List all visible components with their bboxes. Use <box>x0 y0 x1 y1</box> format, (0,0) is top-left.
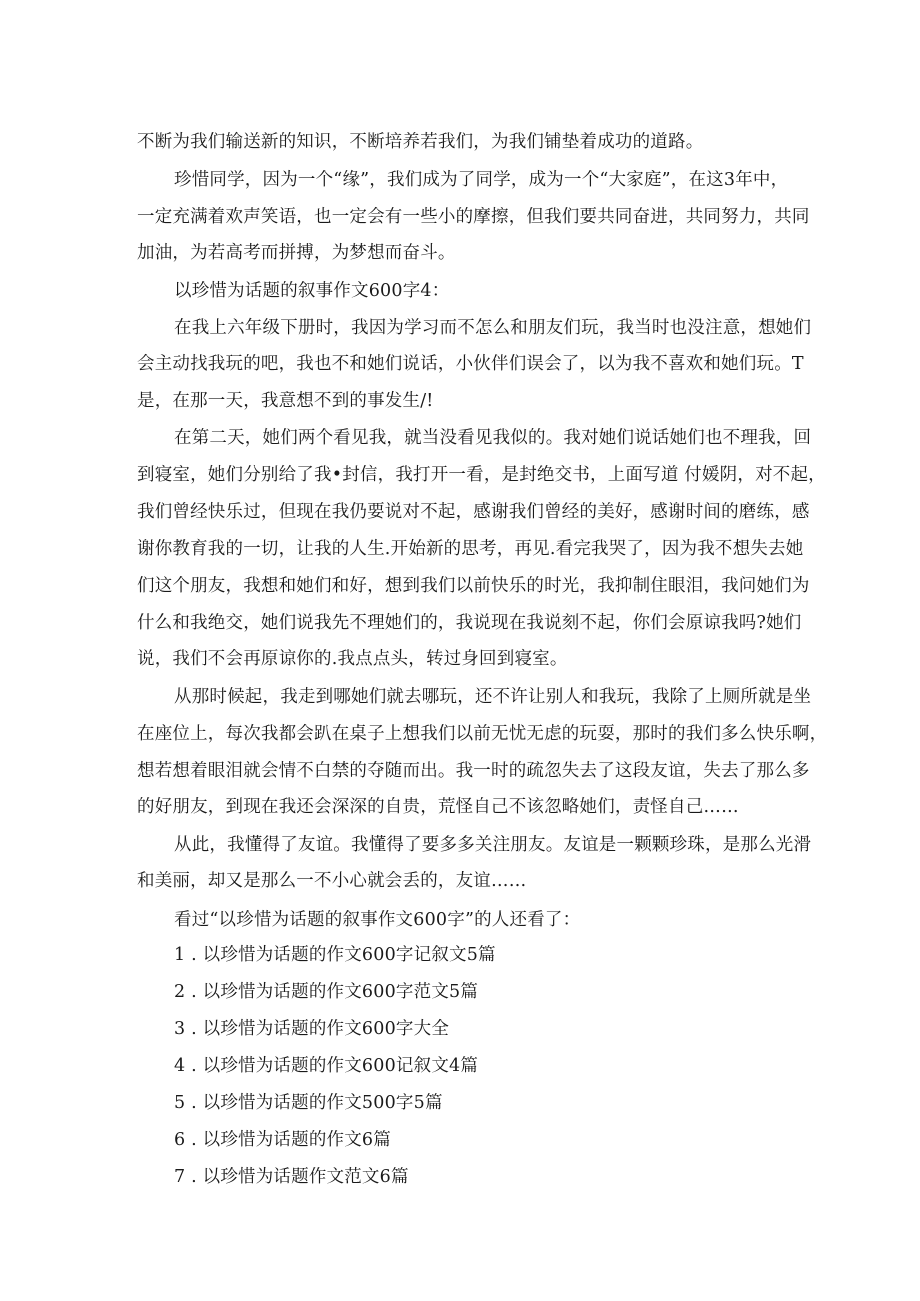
body-text-line: 从那时候起，我走到哪她们就去哪玩，还不许让别人和我玩，我除了上厕所就是坐 <box>174 687 812 707</box>
body-text-line: 从此，我懂得了友谊。我懂得了要多多关注朋友。友谊是一颗颗珍珠，是那么光滑 <box>174 835 812 855</box>
related-link-3[interactable]: 3 . 以珍惜为话题的作文600字大全 <box>174 1019 450 1039</box>
body-text-line: 不断为我们输送新的知识，不断培养若我们，为我们铺垫着成功的道路。 <box>137 132 704 152</box>
section-heading: 以珍惜为话题的叙事作文600字4： <box>174 281 450 301</box>
body-text-line: 说，我们不会再原谅你的.我点点头，转过身回到寝室。 <box>137 649 568 669</box>
body-text-line: 我们曾经快乐过，但现在我仍要说对不起，感谢我们曾经的美好，感谢时间的磨练，感 <box>137 502 810 522</box>
body-text-line: 在座位上，每次我都会趴在桌子上想我们以前无忧无虑的玩耍，那时的我们多么快乐啊， <box>137 724 828 744</box>
body-text-line: 会主动找我玩的吧，我也不和她们说话，小伙伴们误会了，以为我不喜欢和她们玩。T <box>137 354 804 374</box>
related-link-1[interactable]: 1 . 以珍惜为话题的作文600字记叙文5篇 <box>174 945 496 965</box>
related-link-2[interactable]: 2 . 以珍惜为话题的作文600字范文5篇 <box>174 982 479 1002</box>
body-text-line: 是，在那一天，我意想不到的事发生/! <box>137 391 434 411</box>
related-link-5[interactable]: 5 . 以珍惜为话题的作文500字5篇 <box>174 1093 443 1113</box>
body-text-line: 加油，为若高考而拼搏，为梦想而奋斗。 <box>137 243 456 263</box>
body-text-line: 在第二天，她们两个看见我，就当没看见我似的。我对她们说话她们也不理我，回 <box>174 428 812 448</box>
body-text-line: 和美丽，却又是那么一不小心就会丢的，友谊…… <box>137 871 527 891</box>
body-text-line: 珍惜同学，因为一个“缘”，我们成为了同学，成为一个“大家庭”，在这3年中， <box>174 170 789 190</box>
related-link-4[interactable]: 4 . 以珍惜为话题的作文600记叙文4篇 <box>174 1056 479 1076</box>
body-text-line: 一定充满着欢声笑语，也一定会有一些小的摩擦，但我们要共同奋进，共同努力，共同 <box>137 207 810 227</box>
related-link-7[interactable]: 7 . 以珍惜为话题作文范文6篇 <box>174 1167 409 1187</box>
related-heading: 看过“以珍惜为话题的叙事作文600字”的人还看了： <box>174 910 581 930</box>
body-text-line: 的好朋友，到现在我还会深深的自贵，荒怪自己不该忽略她们，责怪自己…… <box>137 797 739 817</box>
body-text-line: 在我上六年级下册时，我因为学习而不怎么和朋友们玩，我当时也没注意，想她们 <box>174 318 812 338</box>
body-text-line: 想若想着眼泪就会情不白禁的夺随而出。我一时的疏忽失去了这段友谊，失去了那么多 <box>137 761 810 781</box>
body-text-line: 谢你教育我的一切，让我的人生.开始新的思考，再见.看完我哭了，因为我不想失去她 <box>137 539 804 559</box>
body-text-line: 到寝室，她们分别给了我•封信，我打开一看，是封绝交书，上面写道 付媛阴，对不起， <box>137 465 826 485</box>
body-text-line: 们这个朋友，我想和她们和好，想到我们以前快乐的时光，我抑制住眼泪，我问她们为 <box>137 576 810 596</box>
related-link-6[interactable]: 6 . 以珍惜为话题的作文6篇 <box>174 1130 391 1150</box>
body-text-line: 什么和我绝交，她们说我先不理她们的，我说现在我说刻不起，你们会原谅我吗?她们 <box>137 613 802 633</box>
